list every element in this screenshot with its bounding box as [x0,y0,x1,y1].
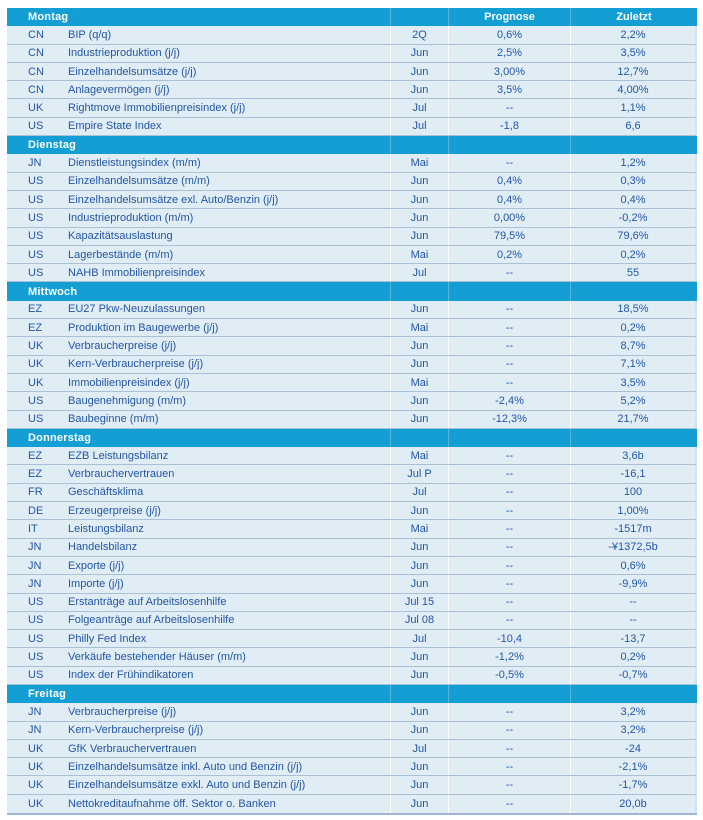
last-value-cell: -- [570,594,695,611]
period-cell: 2Q [390,26,448,43]
forecast-cell: 3,00% [448,63,570,80]
period-cell: Mai [390,154,448,171]
period-cell: Mai [390,520,448,537]
forecast-cell: -- [448,776,570,793]
period-cell: Jun [390,191,448,208]
last-value-cell: 8,7% [570,337,695,354]
indicator-name: EU27 Pkw-Neuzulassungen [68,303,205,316]
table-row [7,392,697,410]
table-row [7,374,697,392]
period-cell: Jun [390,502,448,519]
last-value-cell: 79,6% [570,228,695,245]
forecast-cell: -12,3% [448,411,570,428]
last-value-cell: 6,6 [570,118,695,135]
indicator-name: Einzelhandelsumsätze (j/j) [68,65,197,78]
table-row [7,667,697,685]
table-row [7,209,697,227]
period-cell: Jun [390,539,448,556]
indicator-name: Einzelhandelsumsätze inkl. Auto und Benzin (j/j) [68,760,303,773]
country-code: JN [28,724,42,737]
country-code: UK [28,797,44,810]
table-row [7,484,697,502]
last-value-cell: -16,1 [570,465,695,482]
table-row [7,319,697,337]
period-cell: Jun [390,795,448,813]
forecast-cell: -- [448,447,570,464]
country-code: CN [28,83,44,96]
period-cell: Jul 08 [390,612,448,629]
last-value-cell: 3,5% [570,45,695,62]
period-cell: Jul [390,264,448,281]
country-code: JN [28,705,42,718]
indicator-name: Lagerbestände (m/m) [68,248,174,261]
period-column-header [390,136,448,154]
table-row [7,81,697,99]
last-value-cell: 7,1% [570,356,695,373]
table-row [7,703,697,721]
table-row [7,502,697,520]
prognose-column-header: Prognose [448,8,570,26]
last-value-cell: 1,1% [570,99,695,116]
indicator-name: BIP (q/q) [68,28,112,41]
table-row [7,99,697,117]
prognose-column-header [448,136,570,154]
forecast-cell: 3,5% [448,81,570,98]
period-cell: Jul [390,484,448,501]
table-row [7,776,697,794]
forecast-cell: -- [448,99,570,116]
period-cell: Jul [390,99,448,116]
indicator-name: Einzelhandelsumsätze (m/m) [68,175,210,188]
period-cell: Mai [390,447,448,464]
country-code: US [28,175,44,188]
forecast-cell: -- [448,557,570,574]
period-cell: Jun [390,63,448,80]
period-cell: Jun [390,356,448,373]
period-cell: Jul P [390,465,448,482]
forecast-cell: -2,4% [448,392,570,409]
table-row [7,301,697,319]
indicator-name: Produktion im Baugewerbe (j/j) [68,321,219,334]
country-code: US [28,394,44,407]
last-value-cell: 0,2% [570,648,695,665]
country-code: UK [28,339,44,352]
country-code: US [28,651,44,664]
last-value-cell: 0,4% [570,191,695,208]
indicator-name: Dienstleistungsindex (m/m) [68,157,201,170]
table-row [7,520,697,538]
forecast-cell: -- [448,722,570,739]
country-code: CN [28,28,44,41]
last-value-cell: -- [570,612,695,629]
indicator-name: Erzeugerpreise (j/j) [68,504,161,517]
indicator-name: Kern-Verbraucherpreise (j/j) [68,358,204,371]
country-code: US [28,669,44,682]
table-row [7,63,697,81]
forecast-cell: -0,5% [448,667,570,684]
forecast-cell: 0,4% [448,191,570,208]
country-code: UK [28,779,44,792]
table-row [7,740,697,758]
last-value-cell: -1,7% [570,776,695,793]
period-column-header [390,685,448,703]
period-cell: Mai [390,319,448,336]
indicator-name: Industrieproduktion (m/m) [68,211,194,224]
forecast-cell: -- [448,154,570,171]
period-column-header [390,282,448,300]
last-value-cell: 5,2% [570,392,695,409]
indicator-name: Index der Frühindikatoren [68,669,194,682]
last-value-cell: 21,7% [570,411,695,428]
forecast-cell: -- [448,539,570,556]
country-code: JN [28,577,42,590]
forecast-cell: -- [448,795,570,813]
day-header-montag [7,8,697,26]
last-value-cell: 0,2% [570,319,695,336]
indicator-name: Folgeanträge auf Arbeitslosenhilfe [68,614,235,627]
period-column-header [390,429,448,447]
last-value-cell: -0,2% [570,209,695,226]
country-code: UK [28,742,44,755]
last-value-cell: 1,2% [570,154,695,171]
country-code: US [28,266,44,279]
table-row [7,722,697,740]
indicator-name: Verbrauchervertrauen [68,468,175,481]
last-value-cell: 100 [570,484,695,501]
forecast-cell: -- [448,301,570,318]
indicator-name: Verkäufe bestehender Häuser (m/m) [68,651,246,664]
country-code: US [28,120,44,133]
period-column-header [390,8,448,26]
table-row [7,264,697,282]
indicator-name: Einzelhandelsumsätze exl. Auto/Benzin (j/j) [68,193,279,206]
indicator-name: Rightmove Immobilienpreisindex (j/j) [68,102,246,115]
period-cell: Jun [390,301,448,318]
period-cell: Jul [390,630,448,647]
period-cell: Jun [390,337,448,354]
table-row [7,337,697,355]
last-value-cell: 3,6b [570,447,695,464]
forecast-cell: -- [448,465,570,482]
period-cell: Jun [390,758,448,775]
day-label: Freitag [28,688,67,701]
period-cell: Jun [390,411,448,428]
day-header-dienstag [7,136,697,154]
forecast-cell: -- [448,337,570,354]
forecast-cell: -- [448,612,570,629]
forecast-cell: -- [448,594,570,611]
country-code: UK [28,376,44,389]
last-value-cell: 4,00% [570,81,695,98]
table-row [7,539,697,557]
table-row [7,795,697,813]
day-label: Donnerstag [28,431,92,444]
day-label: Montag [28,11,69,24]
indicator-name: Baugenehmigung (m/m) [68,394,187,407]
table-row [7,447,697,465]
table-row [7,648,697,666]
forecast-cell: -- [448,356,570,373]
indicator-name: Importe (j/j) [68,577,124,590]
last-value-cell: -13,7 [570,630,695,647]
period-cell: Jun [390,392,448,409]
period-cell: Jun [390,45,448,62]
table-row [7,228,697,246]
forecast-cell: -1,2% [448,648,570,665]
indicator-name: Exporte (j/j) [68,559,125,572]
table-row [7,612,697,630]
indicator-name: NAHB Immobilienpreisindex [68,266,205,279]
forecast-cell: -- [448,575,570,592]
last-value-cell: 18,5% [570,301,695,318]
country-code: IT [28,522,38,535]
forecast-cell: -- [448,740,570,757]
country-code: DE [28,504,44,517]
prognose-column-header [448,685,570,703]
country-code: JN [28,541,42,554]
indicator-name: GfK Verbrauchervertrauen [68,742,197,755]
period-cell: Jun [390,173,448,190]
last-value-cell: 0,2% [570,246,695,263]
indicator-name: Kapazitätsauslastung [68,230,173,243]
forecast-cell: 0,00% [448,209,570,226]
table-row [7,758,697,776]
country-code: US [28,413,44,426]
indicator-name: Geschäftsklima [68,486,144,499]
table-row [7,356,697,374]
indicator-name: Immobilienpreisindex (j/j) [68,376,190,389]
table-row [7,575,697,593]
period-cell: Jun [390,81,448,98]
indicator-name: Anlagevermögen (j/j) [68,83,170,96]
period-cell: Mai [390,246,448,263]
period-cell: Jun [390,722,448,739]
last-value-cell: 0,3% [570,173,695,190]
country-code: EZ [28,321,43,334]
prognose-column-header [448,429,570,447]
last-value-cell: 3,2% [570,722,695,739]
indicator-name: Erstanträge auf Arbeitslosenhilfe [68,596,227,609]
zuletzt-column-header [570,282,697,300]
country-code: CN [28,47,44,60]
country-code: FR [28,486,43,499]
forecast-cell: -- [448,374,570,391]
table-row [7,45,697,63]
zuletzt-column-header [570,429,697,447]
forecast-cell: 0,6% [448,26,570,43]
zuletzt-column-header [570,136,697,154]
forecast-cell: 0,2% [448,246,570,263]
country-code: US [28,248,44,261]
last-value-cell: 0,6% [570,557,695,574]
forecast-cell: -- [448,319,570,336]
table-row [7,594,697,612]
last-value-cell: 55 [570,264,695,281]
table-row [7,630,697,648]
economic-calendar-table [7,8,697,815]
last-value-cell: 2,2% [570,26,695,43]
forecast-cell: -- [448,703,570,720]
indicator-name: Leistungsbilanz [68,522,144,535]
period-cell: Jun [390,209,448,226]
indicator-name: Nettokreditaufnahme öff. Sektor o. Banken [68,797,276,810]
forecast-cell: -10,4 [448,630,570,647]
day-header-freitag [7,685,697,703]
country-code: UK [28,760,44,773]
period-cell: Jun [390,228,448,245]
forecast-cell: 0,4% [448,173,570,190]
day-header-donnerstag [7,429,697,447]
day-label: Dienstag [28,139,77,152]
forecast-cell: -- [448,758,570,775]
last-value-cell: -1517m [570,520,695,537]
day-label: Mittwoch [28,285,78,298]
prognose-column-header [448,282,570,300]
indicator-name: Verbraucherpreise (j/j) [68,339,177,352]
country-code: JN [28,559,42,572]
last-value-cell: 1,00% [570,502,695,519]
table-row [7,246,697,264]
last-value-cell: -¥1372,5b [570,539,695,556]
day-header-mittwoch [7,282,697,300]
zuletzt-column-header: Zuletzt [570,8,697,26]
country-code: EZ [28,468,43,481]
table-row [7,411,697,429]
country-code: EZ [28,449,43,462]
table-row [7,557,697,575]
last-value-cell: 3,5% [570,374,695,391]
zuletzt-column-header [570,685,697,703]
last-value-cell: -0,7% [570,667,695,684]
indicator-name: Empire State Index [68,120,162,133]
indicator-name: Philly Fed Index [68,632,147,645]
country-code: EZ [28,303,43,316]
indicator-name: EZB Leistungsbilanz [68,449,169,462]
indicator-name: Kern-Verbraucherpreise (j/j) [68,724,204,737]
forecast-cell: -- [448,484,570,501]
forecast-cell: -- [448,502,570,519]
period-cell: Jun [390,776,448,793]
table-row [7,154,697,172]
indicator-name: Baubeginne (m/m) [68,413,159,426]
country-code: UK [28,102,44,115]
period-cell: Jul [390,740,448,757]
last-value-cell: 12,7% [570,63,695,80]
last-value-cell: -24 [570,740,695,757]
last-value-cell: 3,2% [570,703,695,720]
period-cell: Jun [390,648,448,665]
table-row [7,26,697,44]
country-code: CN [28,65,44,78]
last-value-cell: -9,9% [570,575,695,592]
indicator-name: Einzelhandelsumsätze exkl. Auto und Benzin (j/j) [68,779,306,792]
indicator-name: Industrieproduktion (j/j) [68,47,180,60]
period-cell: Jun [390,557,448,574]
indicator-name: Verbraucherpreise (j/j) [68,705,177,718]
forecast-cell: 2,5% [448,45,570,62]
forecast-cell: -1,8 [448,118,570,135]
forecast-cell: -- [448,264,570,281]
country-code: JN [28,157,42,170]
last-value-cell: 20,0b [570,795,695,813]
period-cell: Jun [390,575,448,592]
table-row [7,191,697,209]
period-cell: Jun [390,667,448,684]
period-cell: Mai [390,374,448,391]
indicator-name: Handelsbilanz [68,541,138,554]
country-code: US [28,596,44,609]
country-code: US [28,614,44,627]
country-code: UK [28,358,44,371]
period-cell: Jun [390,703,448,720]
country-code: US [28,193,44,206]
forecast-cell: 79,5% [448,228,570,245]
table-row [7,465,697,483]
last-value-cell: -2,1% [570,758,695,775]
forecast-cell: -- [448,520,570,537]
period-cell: Jul [390,118,448,135]
country-code: US [28,230,44,243]
table-row [7,118,697,136]
period-cell: Jul 15 [390,594,448,611]
country-code: US [28,632,44,645]
table-row [7,173,697,191]
country-code: US [28,211,44,224]
